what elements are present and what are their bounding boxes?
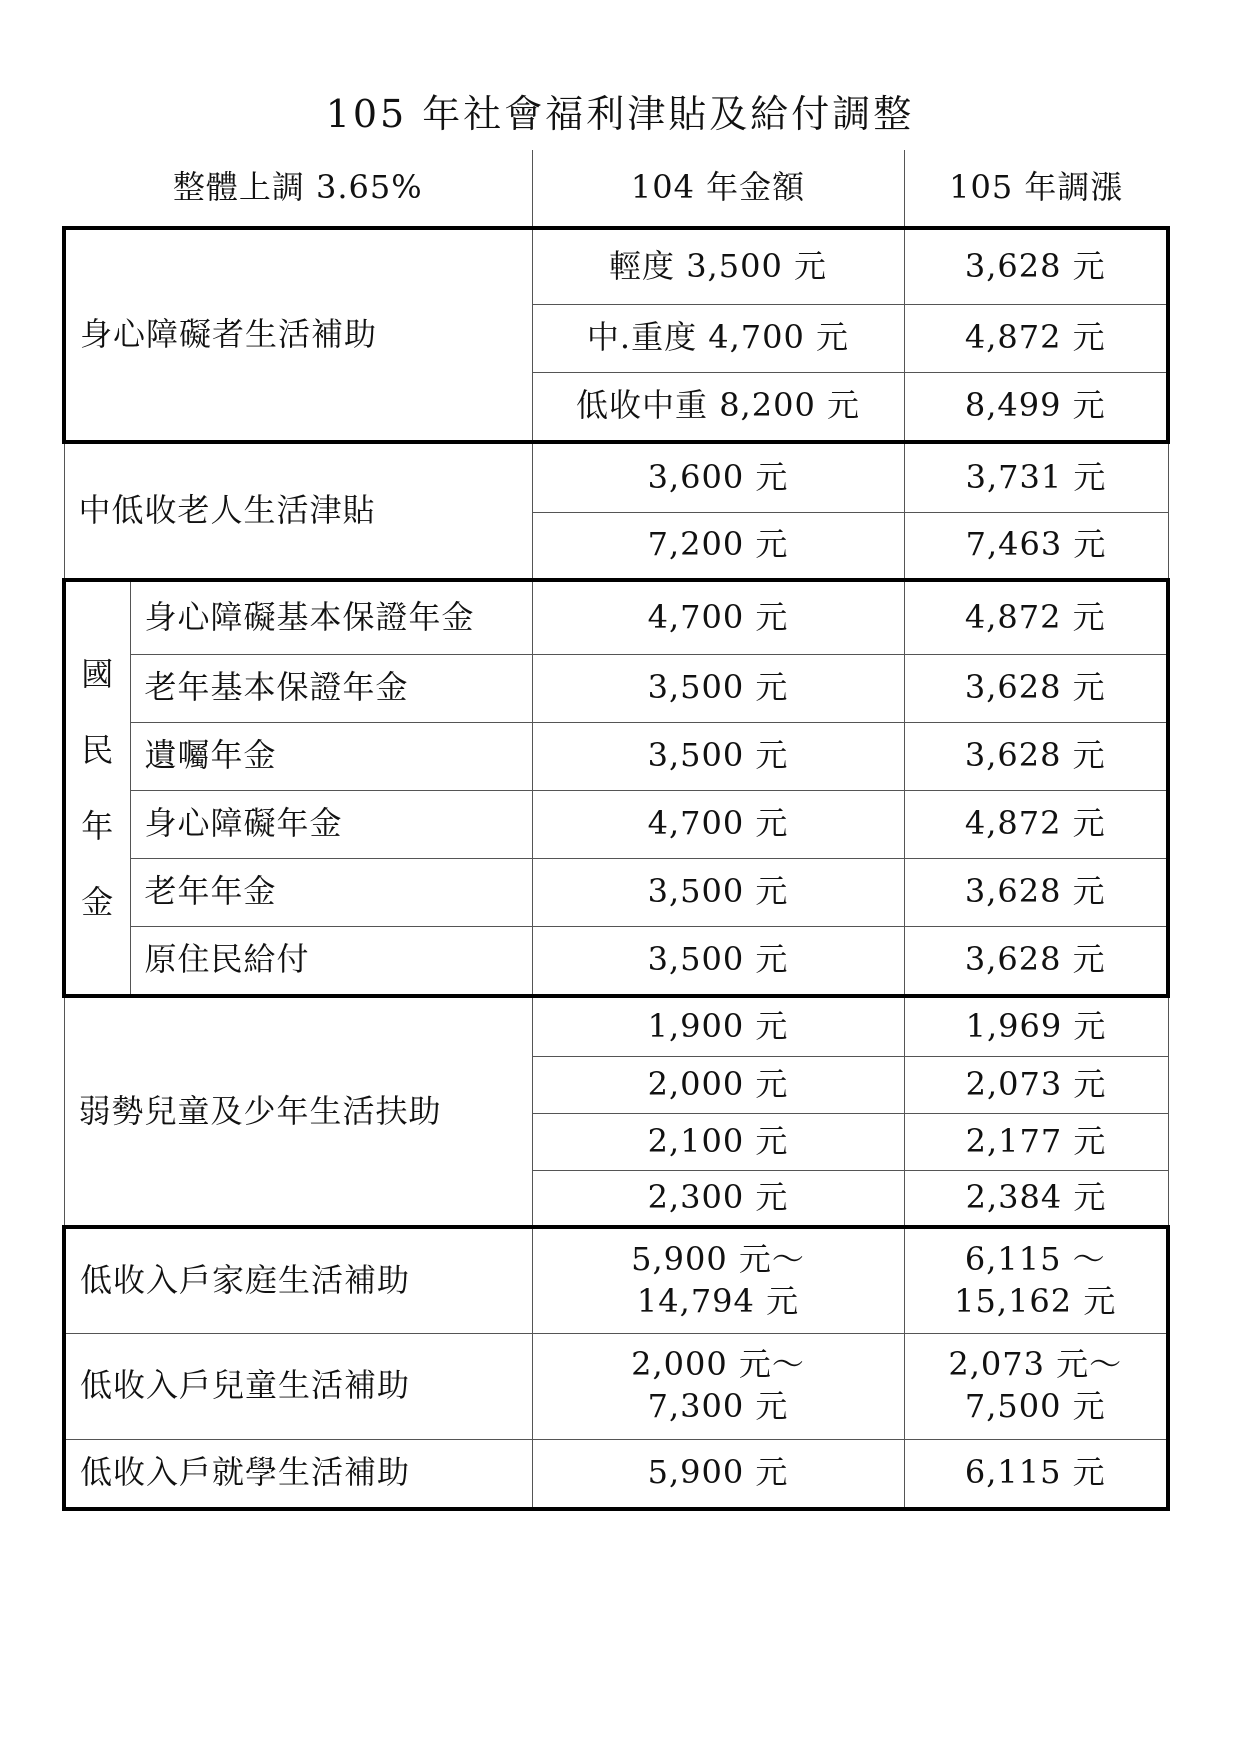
cell-105: 3,628 元 bbox=[904, 926, 1168, 996]
cell-104: 2,000 元 bbox=[532, 1056, 904, 1113]
cell-105: 2,177 元 bbox=[904, 1113, 1168, 1170]
cell-104: 1,900 元 bbox=[532, 996, 904, 1056]
cell-105: 6,115 ～ 15,162 元 bbox=[904, 1227, 1168, 1333]
low-income-family-label: 低收入戶家庭生活補助 bbox=[64, 1227, 532, 1333]
cell-104: 4,700 元 bbox=[532, 580, 904, 654]
cell-104: 輕度 3,500 元 bbox=[532, 228, 904, 304]
cell-104: 5,900 元～ 14,794 元 bbox=[532, 1227, 904, 1333]
cell-104: 3,500 元 bbox=[532, 858, 904, 926]
cell-104: 3,500 元 bbox=[532, 654, 904, 722]
table-row bbox=[64, 580, 1168, 654]
cell-104: 低收中重 8,200 元 bbox=[532, 372, 904, 442]
table-row bbox=[64, 926, 1168, 996]
cell-105: 3,628 元 bbox=[904, 858, 1168, 926]
table-header-row bbox=[64, 150, 1168, 228]
table-row bbox=[64, 996, 1168, 1056]
header-104-amount: 104 年金額 bbox=[532, 150, 904, 228]
low-income-school-label: 低收入戶就學生活補助 bbox=[64, 1439, 532, 1509]
cell-105: 2,073 元 bbox=[904, 1056, 1168, 1113]
cell-105: 6,115 元 bbox=[904, 1439, 1168, 1509]
cell-104: 3,600 元 bbox=[532, 442, 904, 512]
cell-104: 2,100 元 bbox=[532, 1113, 904, 1170]
welfare-adjustment-table bbox=[62, 150, 1170, 1511]
table-row bbox=[64, 654, 1168, 722]
header-105-increase: 105 年調漲 bbox=[904, 150, 1168, 228]
cell-105: 1,969 元 bbox=[904, 996, 1168, 1056]
elderly-allowance-label: 中低收老人生活津貼 bbox=[64, 442, 532, 580]
table-row bbox=[64, 442, 1168, 512]
cell-104: 2,000 元～ 7,300 元 bbox=[532, 1333, 904, 1439]
cell-104: 5,900 元 bbox=[532, 1439, 904, 1509]
cell-104: 中.重度 4,700 元 bbox=[532, 304, 904, 372]
table-row bbox=[64, 1333, 1168, 1439]
cell-104: 2,300 元 bbox=[532, 1170, 904, 1227]
cell-104: 4,700 元 bbox=[532, 790, 904, 858]
page-title: 105 年社會福利津貼及給付調整 bbox=[325, 92, 915, 136]
pension-item-label: 身心障礙年金 bbox=[130, 790, 532, 858]
cell-104: 7,200 元 bbox=[532, 512, 904, 580]
child-support-label: 弱勢兒童及少年生活扶助 bbox=[64, 996, 532, 1227]
table-row bbox=[64, 858, 1168, 926]
pension-item-label: 老年年金 bbox=[130, 858, 532, 926]
cell-104: 3,500 元 bbox=[532, 926, 904, 996]
national-pension-label: 國 民 年 金 bbox=[64, 580, 130, 996]
cell-105: 3,628 元 bbox=[904, 228, 1168, 304]
pension-item-label: 老年基本保證年金 bbox=[130, 654, 532, 722]
cell-104: 3,500 元 bbox=[532, 722, 904, 790]
cell-105: 7,463 元 bbox=[904, 512, 1168, 580]
table-row bbox=[64, 790, 1168, 858]
low-income-child-label: 低收入戶兒童生活補助 bbox=[64, 1333, 532, 1439]
disability-living-label: 身心障礙者生活補助 bbox=[64, 228, 532, 442]
header-overall-rate: 整體上調 3.65% bbox=[64, 150, 532, 228]
pension-item-label: 身心障礙基本保證年金 bbox=[130, 580, 532, 654]
cell-105: 2,073 元～ 7,500 元 bbox=[904, 1333, 1168, 1439]
table-row bbox=[64, 722, 1168, 790]
pension-item-label: 遺囑年金 bbox=[130, 722, 532, 790]
cell-105: 3,731 元 bbox=[904, 442, 1168, 512]
cell-105: 3,628 元 bbox=[904, 654, 1168, 722]
cell-105: 3,628 元 bbox=[904, 722, 1168, 790]
cell-105: 8,499 元 bbox=[904, 372, 1168, 442]
cell-105: 4,872 元 bbox=[904, 580, 1168, 654]
cell-105: 2,384 元 bbox=[904, 1170, 1168, 1227]
table-row bbox=[64, 1227, 1168, 1333]
cell-105: 4,872 元 bbox=[904, 304, 1168, 372]
pension-item-label: 原住民給付 bbox=[130, 926, 532, 996]
table-row bbox=[64, 228, 1168, 304]
cell-105: 4,872 元 bbox=[904, 790, 1168, 858]
table-row bbox=[64, 1439, 1168, 1509]
